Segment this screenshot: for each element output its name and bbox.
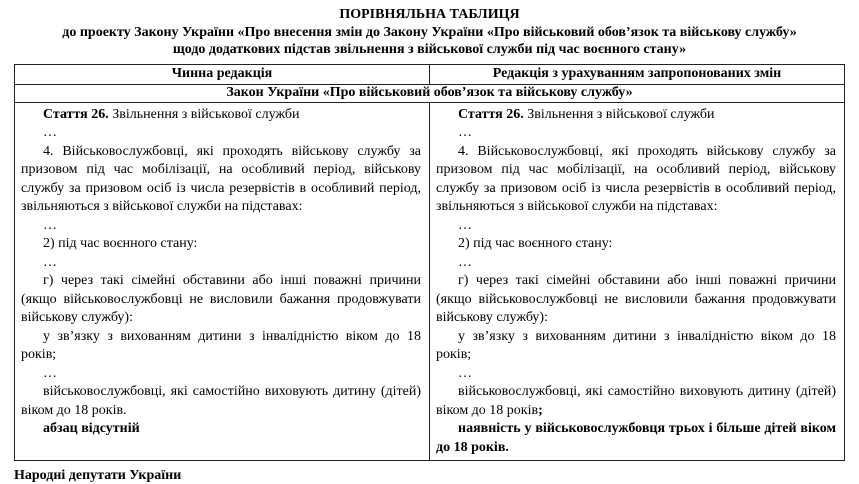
paragraph: у зв’язку з вихованням дитини з інвалідністю віком до 18 років; <box>436 328 836 362</box>
table-content-row <box>15 102 845 461</box>
paragraph: … <box>458 254 472 270</box>
law-title-row <box>15 84 845 102</box>
paragraph: військовослужбовці, які самостійно виховують дитину (дітей) віком до 18 років. <box>21 384 421 418</box>
paragraph: Стаття 26. Звільнення з військової служби <box>43 106 300 122</box>
comparison-table <box>14 64 845 462</box>
paragraph: 2) під час воєнного стану: <box>458 236 613 251</box>
paragraph: … <box>458 125 472 140</box>
paragraph: 4. Військовослужбовці, які проходять військову службу за призовом під час мобілізації, на особливий період, військову службу за призовом осіб із числа резервістів в особливий період, звільняються з військової служби на підставах: <box>436 143 836 214</box>
paragraph: г) через такі сімейні обставини або інші поважні причини (якщо військовослужбовці не висловили бажання продовжувати військову службу): <box>436 273 836 325</box>
table-header-row <box>15 64 845 84</box>
document-header <box>0 6 859 59</box>
paragraph: 2) під час воєнного стану: <box>43 236 198 251</box>
paragraph: … <box>43 254 57 270</box>
document-subtitle-line1: до проекту Закону України «Про внесення змін до Закону України «Про військовий обов’язок та військову службу» <box>62 24 797 40</box>
paragraph: … <box>43 365 57 381</box>
paragraph: … <box>43 125 57 140</box>
paragraph: у зв’язку з вихованням дитини з інвалідністю віком до 18 років; <box>21 328 421 362</box>
paragraph: абзац відсутній <box>43 421 140 436</box>
column-header-proposed-version: Редакція з урахуванням запропонованих змін <box>430 64 845 84</box>
paragraph: наявність у військовослужбовця трьох і більше дітей віком до 18 років. <box>436 421 836 455</box>
column-header-current-version: Чинна редакція <box>15 64 430 84</box>
law-title: Закон України «Про військовий обов’язок та військову службу» <box>15 84 845 102</box>
paragraph: 4. Військовослужбовці, які проходять військову службу за призовом під час мобілізації, на особливий період, військову службу за призовом осіб із числа резервістів в особливий період, звільняються з військової служби на підставах: <box>21 143 421 214</box>
document-subtitle-line2: щодо додаткових підстав звільнення з військової служби під час воєнного стану» <box>172 42 687 57</box>
document-title: ПОРІВНЯЛЬНА ТАБЛИЦЯ <box>339 7 520 22</box>
footer-initiators: Народні депутати України <box>14 468 182 483</box>
current-version-cell <box>15 102 430 461</box>
paragraph: … <box>458 217 472 233</box>
proposed-version-cell <box>430 102 845 461</box>
paragraph: … <box>43 217 57 233</box>
paragraph: Стаття 26. Звільнення з військової служби <box>458 106 715 122</box>
paragraph: г) через такі сімейні обставини або інші поважні причини (якщо військовослужбовці не висловили бажання продовжувати військову службу): <box>21 273 421 325</box>
paragraph: … <box>458 365 472 381</box>
paragraph: військовослужбовці, які самостійно виховують дитину (дітей) віком до 18 років; <box>436 384 836 418</box>
